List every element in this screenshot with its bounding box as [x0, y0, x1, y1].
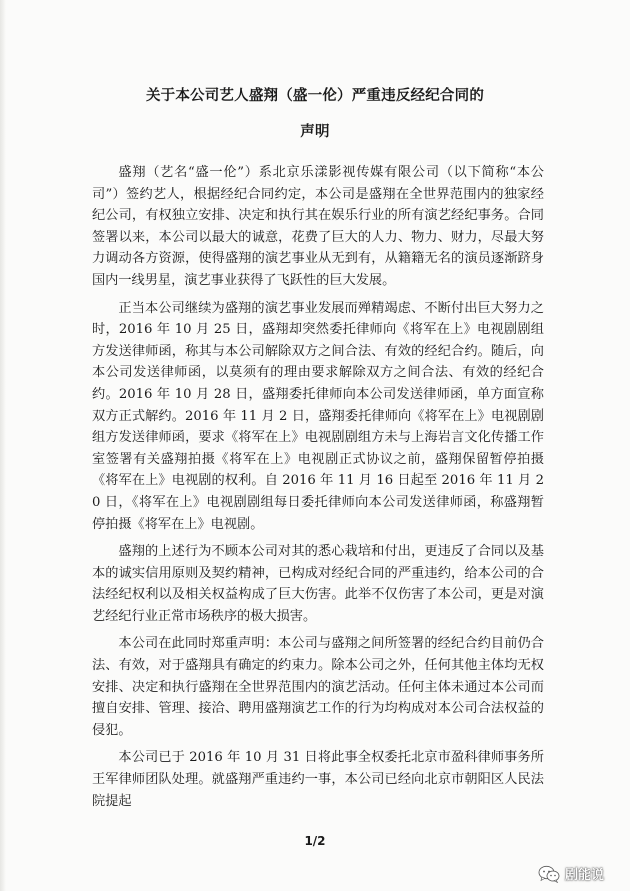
wechat-icon [538, 865, 560, 883]
statement-body [92, 162, 544, 818]
document-title: 关于本公司艺人盛翔（盛一伦）严重违反经纪合同的 [145, 88, 485, 104]
paragraph-1: 盛翔（艺名“盛一伦”）系北京乐漾影视传媒有限公司（以下简称“本公司”）签约艺人，根据经纪合同约定，本公司是盛翔在全世界范围内的独家经纪公司，有权独立安排、决定和执行其在娱乐行业的所有演艺经纪事务。合同签署以来，本公司以最大的诚意，花费了巨大的人力、物力、财力，尽最大努力调动各方资源，使得盛翔的演艺事业从无到有，从籍籍无名的演员逐渐跻身国内一线男星，演艺事业获得了飞跃性的巨大发展。 [92, 165, 544, 288]
paragraph-5: 本公司已于 2016 年 10 月 31 日将此事全权委托北京市盈科律师事务所王军律师团队处理。就盛翔严重违约一事，本公司已经向北京市朝阳区人民法院提起 [92, 750, 544, 809]
watermark-text: 剧能说 [564, 868, 604, 883]
page-number: 1/2 [304, 834, 326, 848]
watermark [538, 864, 604, 883]
paragraph-2: 正当本公司继续为盛翔的演艺事业发展而殚精竭虑、不断付出巨大努力之时，2016 年 10 月 25 日，盛翔却突然委托律师向《将军在上》电视剧剧组方发送律师函，称其与本公司解除双方之间合法、有效的经纪合约。随后，向本公司发送律师函，以莫须有的理由要求解除双方之间合法、有效的经纪合约。2016 年 10 月 28 日，盛翔委托律师向本公司发送律师函，单方面宣称双方正式解约。2016 年 11 月 2 日，盛翔委托律师向《将军在上》电视剧剧组方发送律师函，要求《将军在上》电视剧剧组方未与上海岩言文化传播工作室签署有关盛翔拍摄《将军在上》电视剧正式协议之前，盛翔保留暂停拍摄《将军在上》电视剧的权利。自 2016 年 11 月 16 日起至 2016 年 11 月 20 日，《将军在上》电视剧剧组每日委托律师向本公司发送律师函，称盛翔暂停拍摄《将军在上》电视剧。 [92, 300, 544, 532]
document-title-continued: 声明 [300, 124, 330, 140]
paragraph-3: 盛翔的上述行为不顾本公司对其的悉心栽培和付出，更违反了合同以及基本的诚实信用原则及契约精神，已构成对经纪合同的严重违约，给本公司的合法经纪权利以及相关权益构成了巨大伤害。此举不仅伤害了本公司，更是对演艺经纪行业正常市场秩序的极大损害。 [92, 544, 544, 624]
paragraph-4: 本公司在此同时郑重声明：本公司与盛翔之间所签署的经纪合约目前仍合法、有效，对于盛翔具有确定的约束力。除本公司之外，任何其他主体均无权安排、决定和执行盛翔在全世界范围内的演艺活动。任何主体未通过本公司而擅自安排、管理、接洽、聘用盛翔演艺工作的行为均构成对本公司合法权益的侵犯。 [92, 636, 544, 738]
